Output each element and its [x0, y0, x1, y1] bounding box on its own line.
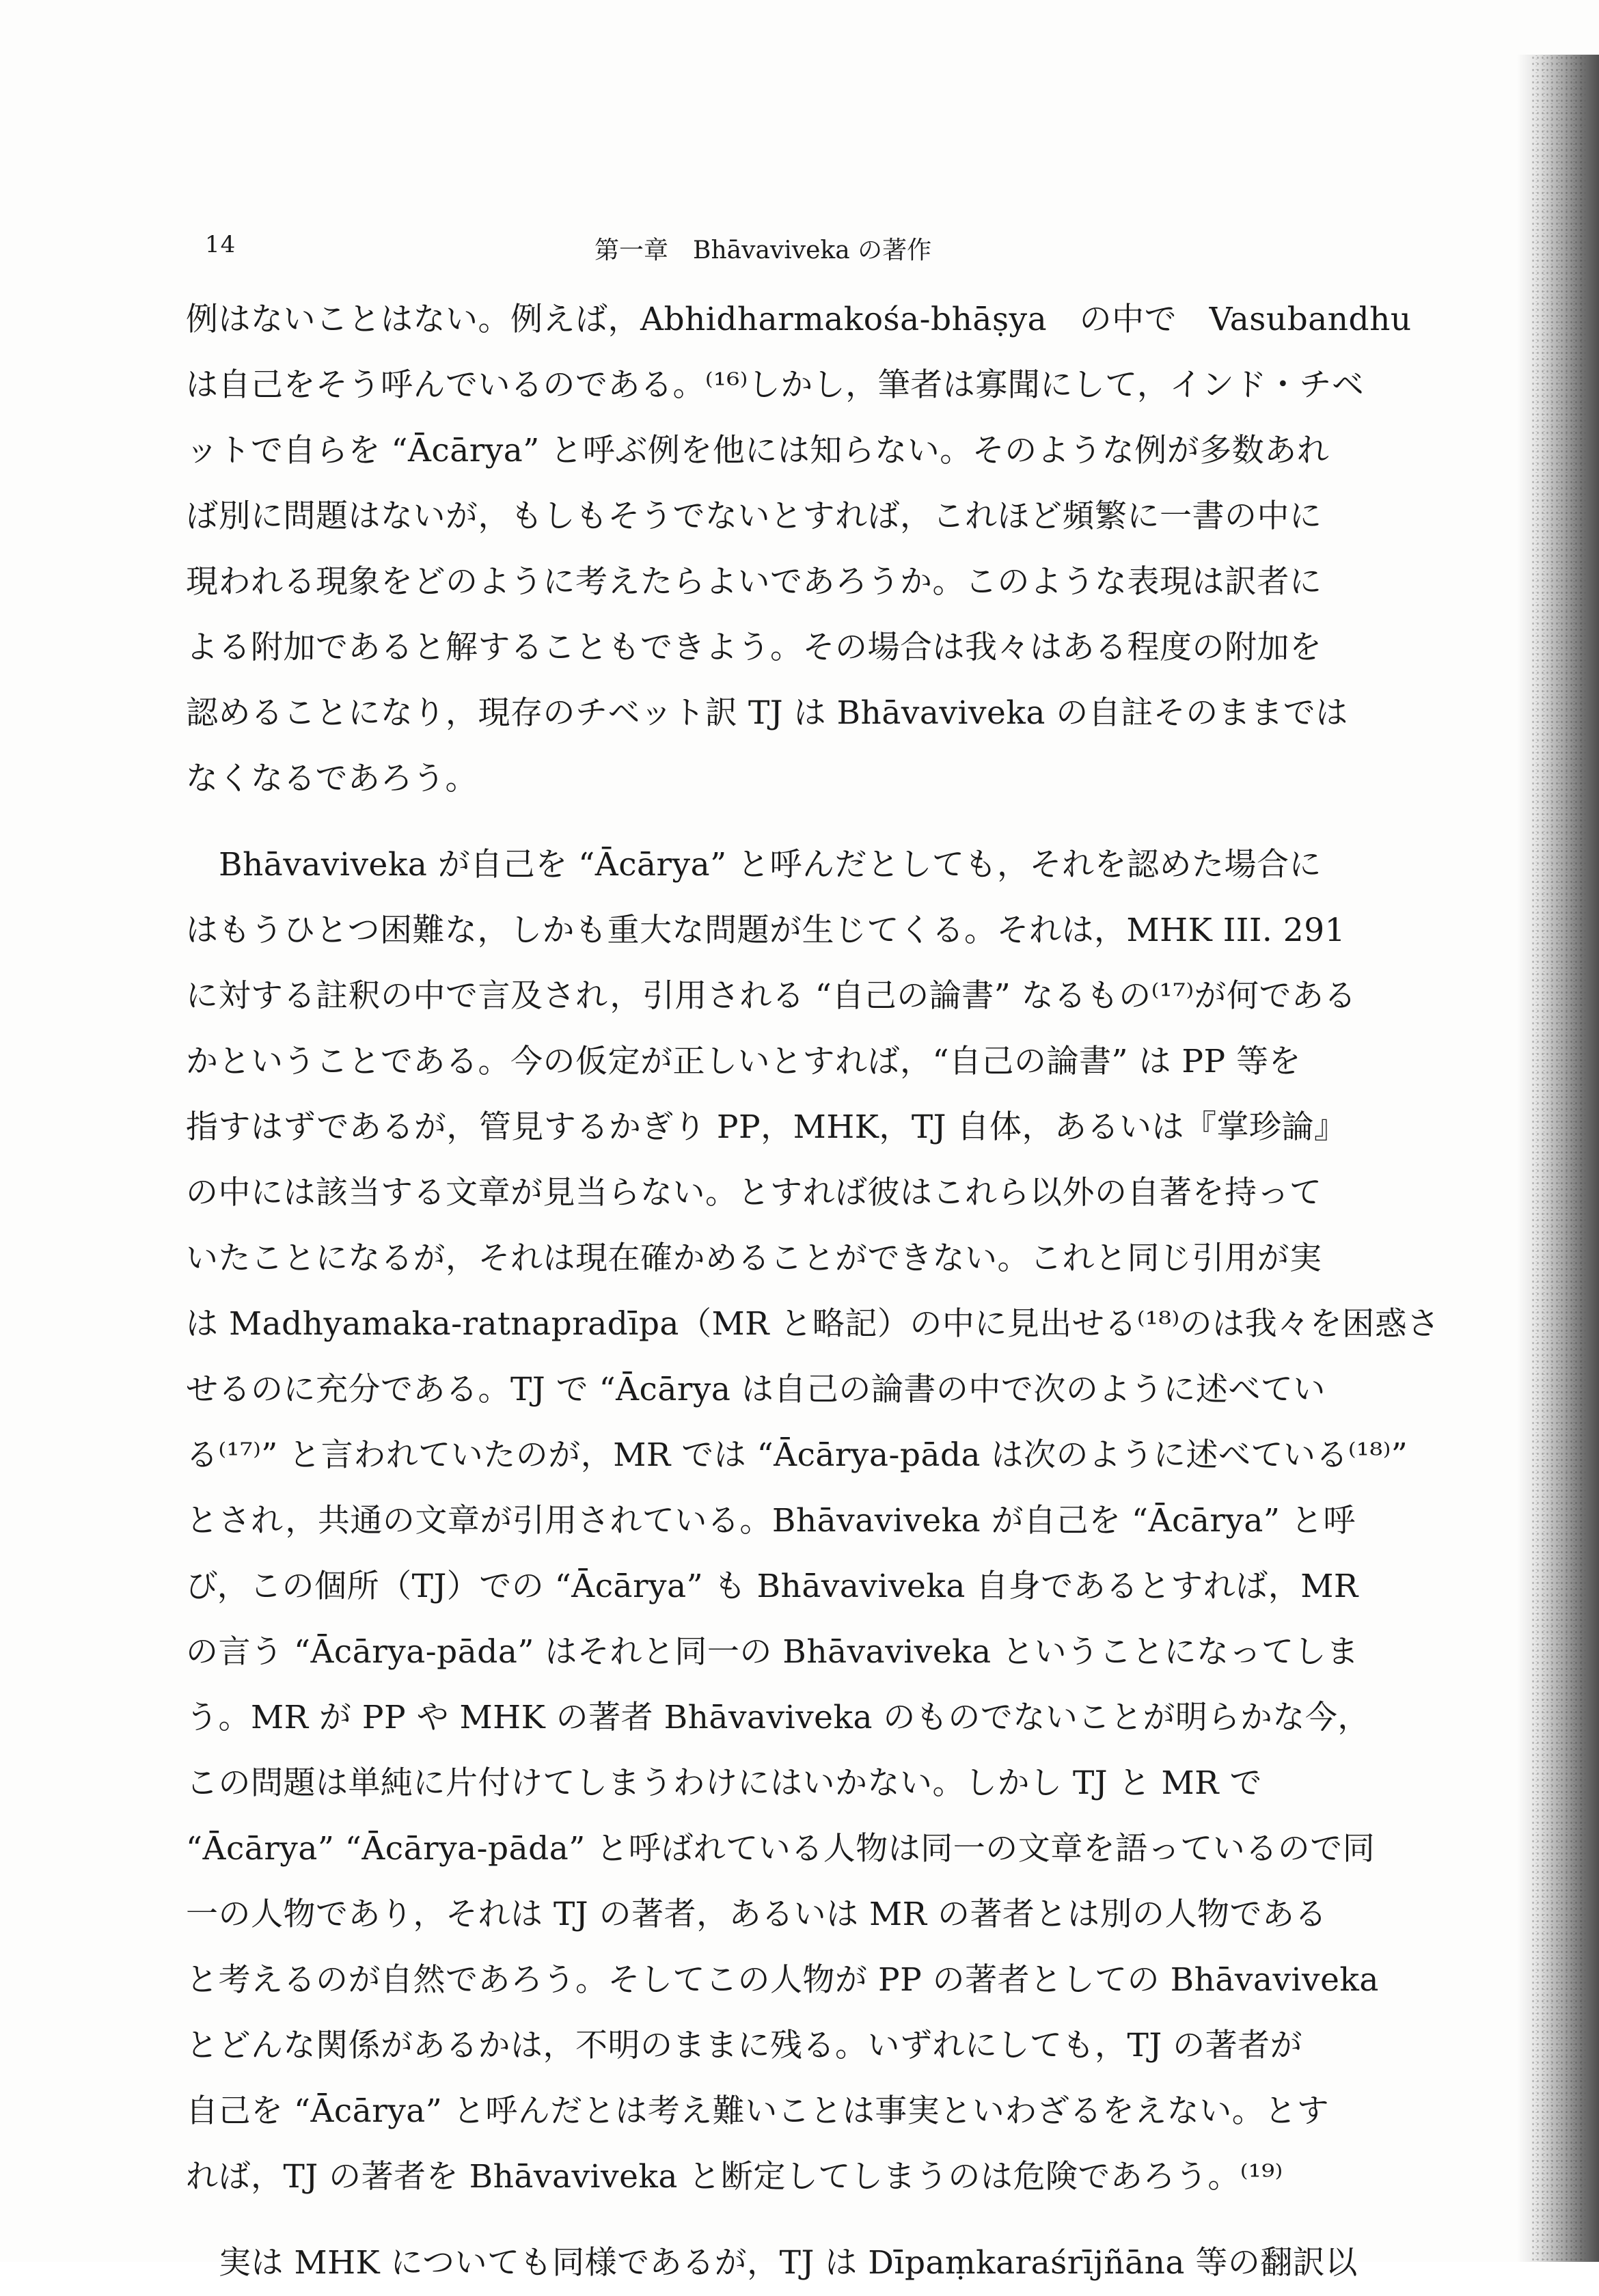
- text-line: 現われる現象をどのように考えたらよいであろうか。このような表現は訳者に: [186, 563, 1322, 601]
- text-line: の中には該当する文章が見当らない。とすれば彼はこれら以外の自著を持って: [186, 1174, 1322, 1212]
- page-header: [205, 231, 1387, 272]
- running-title: 第一章 Bhāvaviveka の著作: [594, 236, 932, 264]
- text-line: はもうひとつ困難な，しかも重大な問題が生じてくる。それは，MHK III. 291: [186, 912, 1346, 949]
- text-line: は自己をそう呼んでいるのである。⁽¹⁶⁾しかし，筆者は寡聞にして，インド・チベ: [186, 366, 1365, 404]
- text-line: 一の人物であり，それは TJ の著者，あるいは MR の著者とは別の人物である: [186, 1896, 1327, 1933]
- paragraph-start-line: 実は MHK についても同様であるが，TJ は Dīpaṃkaraśrījñāna 等の翻訳以: [219, 2244, 1358, 2282]
- text-line: れば，TJ の著者を Bhāvaviveka と断定してしまうのは危険であろう。⁽¹⁹⁾: [186, 2158, 1283, 2196]
- scan-edge-speckle: [1531, 55, 1585, 2262]
- text-line: なくなるであろう。: [186, 760, 478, 797]
- text-line: に対する註釈の中で言及され，引用される “自己の論書” なるもの⁽¹⁷⁾が何である: [186, 977, 1357, 1015]
- text-line: う。MR が PP や MHK の著者 Bhāvaviveka のものでないことが明らかな今，: [186, 1699, 1370, 1736]
- text-line: この問題は単純に片付けてしまうわけにはいかない。しかし TJ と MR で: [186, 1764, 1262, 1802]
- text-line: の言う “Ācārya-pāda” はそれと同一の Bhāvaviveka ということになってしま: [186, 1633, 1359, 1671]
- text-line: と考えるのが自然であろう。そしてこの人物が PP の著者としての Bhāvaviveka: [186, 1961, 1379, 1999]
- text-line: 認めることになり，現存のチベット訳 TJ は Bhāvaviveka の自註そのままでは: [186, 694, 1348, 732]
- page-number: 14: [205, 231, 236, 258]
- text-line: いたことになるが，それは現在確かめることができない。これと同じ引用が実: [186, 1240, 1322, 1277]
- paragraph-start-line: Bhāvaviveka が自己を “Ācārya” と呼んだとしても，それを認めた場合に: [219, 846, 1322, 884]
- text-line: とされ，共通の文章が引用されている。Bhāvaviveka が自己を “Ācārya” と呼: [186, 1502, 1356, 1540]
- text-line: よる附加であると解することもできよう。その場合は我々はある程度の附加を: [186, 629, 1322, 666]
- text-line: せるのに充分である。TJ で “Ācārya は自己の論書の中で次のように述べてい: [186, 1371, 1326, 1408]
- body-text: [186, 287, 1440, 2296]
- text-line: かということである。今の仮定が正しいとすれば，“自己の論書” は PP 等を: [186, 1043, 1302, 1080]
- text-line: は Madhyamaka-ratnapradīpa（MR と略記）の中に見出せる⁽¹⁸⁾のは我々を困惑さ: [186, 1305, 1440, 1343]
- text-line: び，この個所（TJ）での “Ācārya” も Bhāvaviveka 自身であるとすれば，MR: [186, 1568, 1358, 1605]
- text-line: とどんな関係があるかは，不明のままに残る。いずれにしても，TJ の著者が: [186, 2027, 1303, 2064]
- text-line: 例はないことはない。例えば，Abhidharmakośa-bhāṣya の中で Vasubandhu: [186, 301, 1412, 338]
- text-line: “Ācārya” “Ācārya-pāda” と呼ばれている人物は同一の文章を語っているので同: [186, 1830, 1376, 1868]
- text-line: ットで自らを “Ācārya” と呼ぶ例を他には知らない。そのような例が多数あれ: [186, 432, 1330, 469]
- text-line: 指すはずであるが，管見するかぎり PP，MHK，TJ 自体，あるいは『掌珍論』: [186, 1108, 1347, 1146]
- text-line: ば別に問題はないが，もしもそうでないとすれば，これほど頻繁に一書の中に: [186, 497, 1322, 535]
- text-line: る⁽¹⁷⁾” と言われていたのが，MR では “Ācārya-pāda は次のように述べている⁽¹⁸⁾”: [186, 1436, 1408, 1474]
- text-line: 自己を “Ācārya” と呼んだとは考え難いことは事実といわざるをえない。とす: [186, 2092, 1330, 2130]
